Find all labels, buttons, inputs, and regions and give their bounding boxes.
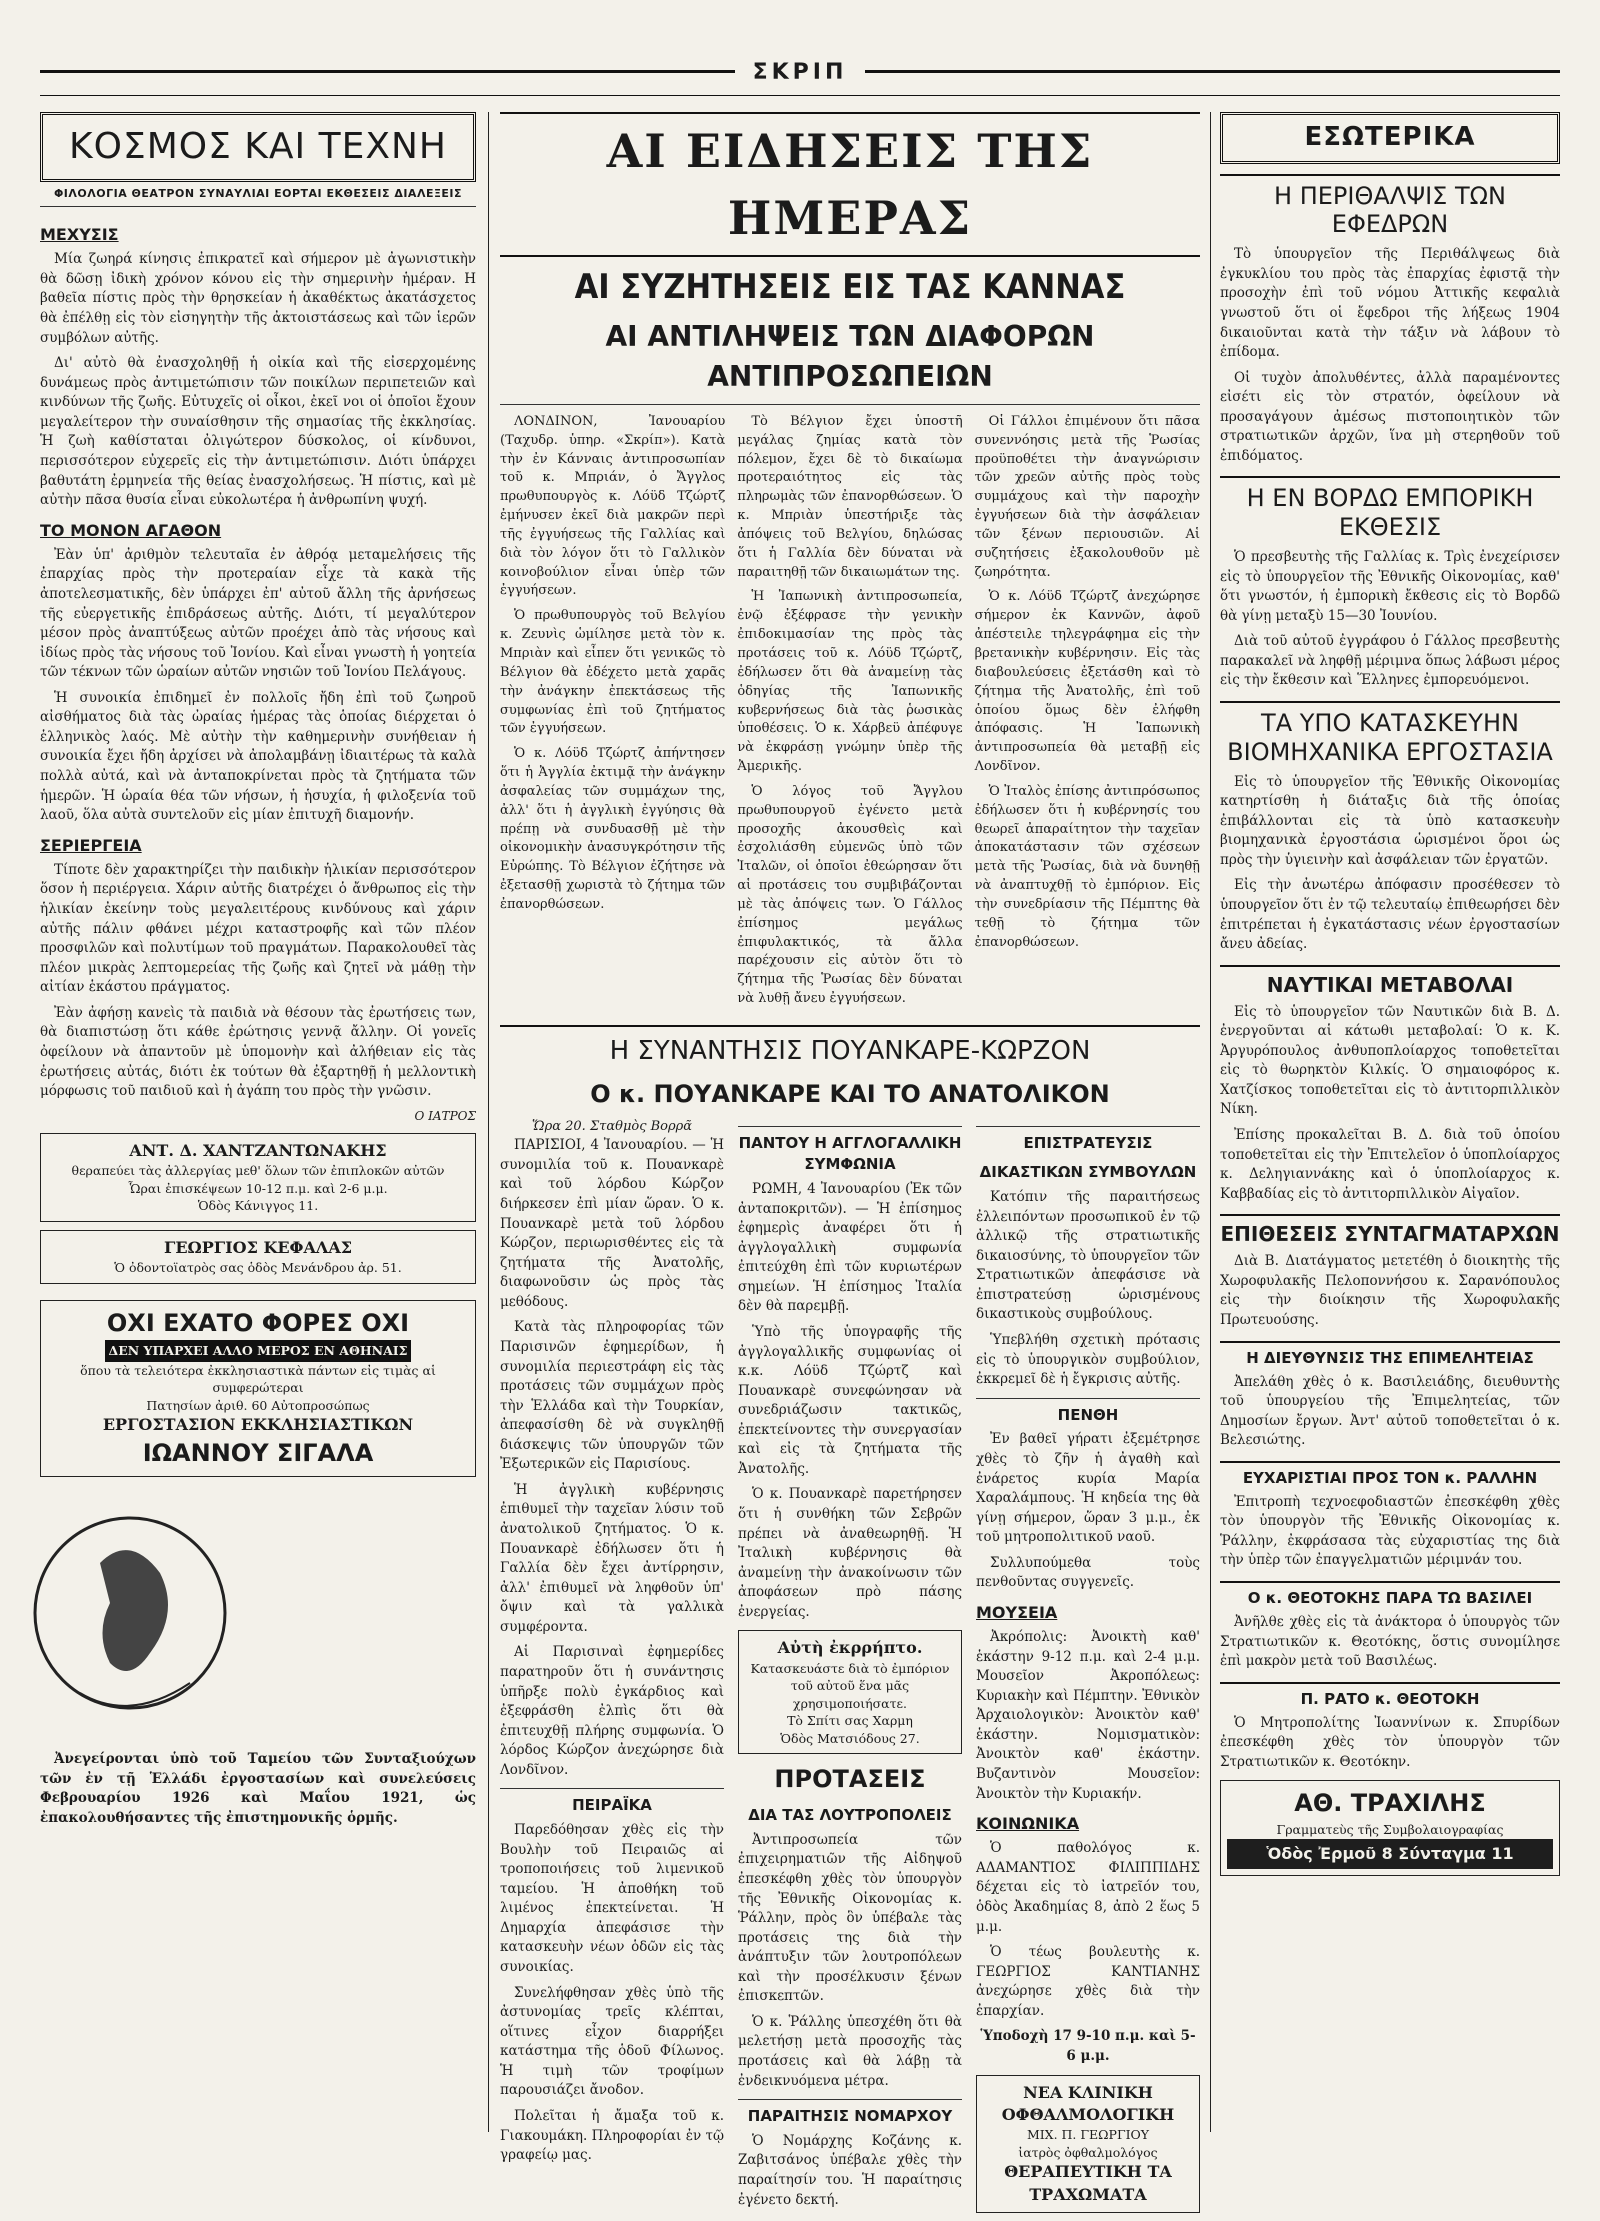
article-paragraph: Διὰ τοῦ αὐτοῦ ἐγγράφου ὁ Γάλλος πρεσβευτὴς παρακαλεῖ νὰ ληφθῇ μέριμνα ὅπως λάβωσι μέρος εἰς τὴν ἔκθεσιν καὶ Ἕλληνες ἐμπορευόμενοι. (1220, 632, 1560, 691)
column-rule (1210, 112, 1211, 2132)
story-paragraph: Ὑπὸ τῆς ὑπογραφῆς τῆς ἀγγλογαλλικῆς συμφωνίας οἱ κ.κ. Λόϋδ Τζώρτζ καὶ Πουανκαρὲ συνεφώνησαν νὰ συνεδριάζωσιν τακτικῶς, ἐπεκτείνοντες τὴν συνεργασίαν καὶ εἰς τὰ ζητήματα τῆς Ἀνατολῆς. (738, 1323, 962, 1480)
story-paragraph: Ὁ πρωθυπουργὸς τοῦ Βελγίου κ. Ζευνὶς ὡμίλησε μετὰ τὸν κ. Μπριὰν καὶ εἶπεν ὅτι γενικῶς τὸ Βέλγιον θὰ ἐδέχετο μετὰ χαρᾶς τὴν ἀνάγκην ἐπεκτάσεως τῆς συμφωνίας ἐπὶ τοῦ ζητήματος τῶν ἐγγυήσεων. (500, 607, 725, 739)
article-paragraph: Ἐπίσης προκαλεῖται Β. Δ. διὰ τοῦ ὁποίου τοποθετεῖται εἰς τὴν Ἐπιτελεῖον ὁ ὑποπλοίαρχος κ. Δεληγιαννάκης καὶ ὁ ὑποπλοίαρχος κ. Καββαδίας εἰς τὸ ἀντιτορπιλλικὸν Αἰγαῖον. (1220, 1126, 1560, 1204)
section-subline: ΦΙΛΟΛΟΓΙΑ ΘΕΑΤΡΟΝ ΣΥΝΑΥΛΙΑΙ ΕΟΡΤΑΙ ΕΚΘΕΣΕΙΣ ΔΙΑΛΕΞΕΙΣ (40, 186, 476, 207)
article-paragraph: Ἐπιτροπὴ τεχνοεφοδιαστῶν ἐπεσκέφθη χθὲς τὸν ὑπουργὸν τῆς Ἐθνικῆς Οἰκονομίας κ. Ῥάλλην, ἐκφράσασα τὰς εὐχαριστίας της διὰ τὴν ὑπὲρ τῶν ἐπαγγελματιῶν μέριμνάν του. (1220, 1493, 1560, 1571)
story-paragraph: Ὁ Ἰταλὸς ἐπίσης ἀντιπρόσωπος ἐδήλωσεν ὅτι ἡ κυβέρνησίς του θεωρεῖ ἀπαραίτητον τὴν ταχεῖαν ἀποκατάστασιν τῶν σχέσεων μετὰ τῆς Ῥωσίας, διὰ νὰ δυνηθῇ νὰ ἀναπτυχθῇ τὸ ἐμπόριον. Εἰς τὴν συνεδρίασιν τῆς Πέμπτης θὰ τεθῇ τὸ ζήτημα τῶν ἐπανορθώσεων. (975, 783, 1200, 953)
article-paragraph: Τίποτε δὲν χαρακτηρίζει τὴν παιδικὴν ἡλικίαν περισσότερον ὅσον ἡ περιέργεια. Χάριν αὐτῆς διατρέχει ὁ ἄνθρωπος εἰς τὴν ἡλικίαν ἐκείνην τοὺς μεγαλειτέρους κινδύνους καὶ χάριν αὐτῆς πάλιν φθάνει μέχρι καταστροφῆς καὶ τῶν πλέον προσφιλῶν καὶ πολυτίμων τοῦ πραγμάτων. Παρακολουθεῖ τὰς πλέον μικρὰς λεπτομερείας τῆς ζωῆς καὶ ζητεῖ νὰ μάθῃ τὴν αἰτίαν ἑκάστου πράγματος. (40, 861, 476, 998)
article-paragraph: Διὰ Β. Διατάγματος μετετέθη ὁ διοικητὴς τῆς Χωροφυλακῆς Πελοποννήσου κ. Σαρανόπουλος εἰς τὴν διοίκησιν τῆς Χωροφυλακῆς Πρωτευούσης. (1220, 1252, 1560, 1330)
col1-upper (40, 215, 476, 1292)
story-paragraph: Ὁ κ. Ῥάλλης ὑπεσχέθη ὅτι θὰ μελετήσῃ μετὰ προσοχῆς τὰς προτάσεις καὶ θὰ λάβῃ τὰ ἐνδεικνυόμενα μέτρα. (738, 2013, 962, 2091)
ad-big-text: ΟΧΙ ΕΧΑΤΟ ΦΟΡΕΣ ΟΧΙ (47, 1307, 469, 1341)
meeting-meta: Ὥρα 20. Σταθμὸς Βορρᾶ (500, 1118, 724, 1137)
story-paragraph: Αἱ Παρισιναὶ ἐφημερίδες παρατηροῦν ὅτι ἡ συνάντησις ὑπῆρξε πολὺ ἐγκάρδιος καὶ ἐξεφράσθη ἐλπὶς ὅτι θὰ ἐπιτευχθῇ πλήρης συμφωνία. Ὁ λόρδος Κώρζον ἀνεχώρησε διὰ Λονδῖνον. (500, 1643, 724, 1780)
proposals-head: ΠΡΟΤΑΣΕΙΣ (738, 1762, 962, 1797)
mobilisation-head: ΕΠΙΣΤΡΑΤΕΥΣΙΣ (976, 1126, 1200, 1155)
illustration-figure (100, 1551, 168, 1672)
ad-name: ΙΩΑΝΝΟΥ ΣΙΓΑΛΑ (47, 1437, 469, 1471)
article-paragraph: Ἀνῆλθε χθὲς εἰς τὰ ἀνάκτορα ὁ ὑπουργὸς τῶν Στρατιωτικῶν κ. Θεοτόκης, ὅστις συνομίλησε ἐπὶ μακρὸν μετὰ τοῦ Βασιλέως. (1220, 1613, 1560, 1672)
ad-clinic (976, 2075, 1200, 2214)
ad-line: ὅπου τὰ τελειότερα ἐκκλησιαστικὰ πάντων εἰς τιμὰς αἱ συμφερώτεραι (47, 1362, 469, 1397)
section-title: ΚΟΣΜΟΣ ΚΑΙ ΤΕΧΝΗ (40, 112, 476, 182)
story-paragraph: Ἐν βαθεῖ γήρατι ἐξεμέτρησε χθὲς τὸ ζῆν ἡ ἀγαθὴ καὶ ἐνάρετος κυρία Μαρία Χαραλάμπους. Ἡ κηδεία της θὰ γίνῃ σήμερον, ὥραν 3 μ.μ., ἐκ τοῦ μητροπολιτικοῦ ναοῦ. (976, 1430, 1200, 1547)
left-column (40, 112, 476, 2132)
ad-line: Γραμματεὺς τῆς Συμβολαιογραφίας (1227, 1821, 1553, 1839)
ad-line: Αὐτὴ ἐκρρήπτο. (745, 1637, 955, 1659)
proposals-sub: ΔΙΑ ΤΑΣ ΛΟΥΤΡΟΠΟΛΕΙΣ (738, 1805, 962, 1827)
article-paragraph: Ἀπελάθη χθὲς ὁ κ. Βασιλειάδης, διευθυντὴς τοῦ ὑπουργείου τῆς Ἐπιμελητείας, τῶν Δημοσίων ἔργων. Ἀντ' αὐτοῦ τοποθετεῖται ὁ κ. Βελεσιώτης. (1220, 1373, 1560, 1451)
ad-line: Τὸ Σπίτι σας Χαρμη (745, 1712, 955, 1730)
article-title: ΕΠΙΘΕΣΕΙΣ ΣΥΝΤΑΓΜΑΤΑΡΧΩΝ (1220, 1214, 1560, 1246)
ad-dentist (40, 1230, 476, 1284)
piraeus-head: ΠΕΙΡΑΪΚΑ (500, 1788, 724, 1817)
story-paragraph: Ὁ κ. Λόϋδ Τζώρτζ ἀπήντησεν ὅτι ἡ Ἀγγλία ἐκτιμᾷ τὴν ἀνάγκην ἀσφαλείας τῶν συμμάχων της, ἀλλ' ὅτι ἡ ἀγγλικὴ ἐγγύησις θὰ πρέπῃ νὰ συνδυασθῇ μὲ τὴν οἰκονομικὴν ἀνασυγκρότησιν τῆς Εὐρώπης. Τὸ Βέλγιον ἐζήτησε νὰ ἐξετασθῇ χωριστὰ τὸ ζήτημα τῶν ἐπανορθώσεων. (500, 745, 725, 915)
article-title: ΤΑ ΥΠΟ ΚΑΤΑΣΚΕΥΗΝ ΒΙΟΜΗΧΑΝΙΚΑ ΕΡΓΟΣΤΑΣΙΑ (1220, 701, 1560, 767)
article-paragraph: Ἐὰν ἀφήσῃ κανεὶς τὰ παιδιὰ νὰ θέσουν τὰς ἐρωτήσεις των, θὰ διαπιστώσῃ ὅτι κάθε ἐρώτησις γεννᾷ ἄλλην. Οἱ γονεῖς ὀφείλουν νὰ ἀπαντοῦν μὲ ὑπομονὴν καὶ ἀλήθειαν εἰς τὰς ἐρωτήσεις αὐτάς, διότι ἐκ τούτων θὰ ἐξαρτηθῇ ἡ μελλοντικὴ μόρφωσις τοῦ παιδιοῦ καὶ ἡ ἀγάπη του πρὸς τὴν γνῶσιν. (40, 1004, 476, 1102)
ad-line: Ὁδὸς Κάνιγγος 11. (47, 1197, 469, 1215)
ad-line: ΘΕΡΑΠΕΥΤΙΚΗ ΤΑ ΤΡΑΧΩΜΑΤΑ (983, 2161, 1193, 2206)
story-paragraph: Κατόπιν τῆς παραιτήσεως ἐλλειπόντων προσωπικοῦ ἐν τῷ ἀλλικῷ τῆς στρατιωτικῆς δικαιοσύνης, τὸ ὑπουργεῖον τῶν Στρατιωτικῶν ἀπεφάσισε νὰ ἐπιστρατεύσῃ ὡρισμένους δικαστικοὺς συμβούλους. (976, 1188, 1200, 1325)
ad-line: Ὁδὸς Ματσιόδους 27. (745, 1730, 955, 1748)
story-paragraph: Ὁ παθολόγος κ. ΑΔΑΜΑΝΤΙΟΣ ΦΙΛΙΠΠΙΔΗΣ δέχεται εἰς τὸ ἰατρεῖόν του, ὁδὸς Ἀκαδημίας 8, ἀπὸ 2 ἕως 5 μ.μ. (976, 1839, 1200, 1937)
mobilisation-sub: ΔΙΚΑΣΤΙΚΩΝ ΣΥΜΒΟΥΛΩΝ (976, 1162, 1200, 1184)
story-paragraph: Πολεῖται ἡ ἄμαξα τοῦ κ. Γιακουμάκη. Πληροφορίαι ἐν τῷ γραφείῳ μας. (500, 2107, 724, 2166)
story-paragraph: Συνελήφθησαν χθὲς ὑπὸ τῆς ἀστυνομίας τρεῖς κλέπται, οἵτινες εἶχον διαρρήξει κατάστημα τῆς ὁδοῦ Φίλωνος. Ἡ τιμὴ τῶν τροφίμων παρουσιάζει ἄνοδον. (500, 1984, 724, 2101)
story-paragraph: Ὁ Νομάρχης Κοζάνης κ. Ζαβιτσάνος ὑπέβαλε χθὲς τὴν παραίτησίν του. Ἡ παραίτησις ἐγένετο δεκτή. (738, 2132, 962, 2210)
article-title: Π. ΡΑΤΟ κ. ΘΕΟΤΟΚΗ (1220, 1682, 1560, 1708)
article-title: Ο κ. ΘΕΟΤΟΚΗΣ ΠΑΡΑ ΤΩ ΒΑΣΙΛΕΙ (1220, 1581, 1560, 1607)
ad-line: θεραπεύει τὰς ἀλλεργίας μεθ' ὅλων τῶν ἐπιπλοκῶν αὐτῶν (47, 1162, 469, 1180)
article-paragraph: Ὁ Μητροπολίτης Ἰωαννίνων κ. Σπυρίδων ἐπεσκέφθη χθὲς τὸν ὑπουργὸν τῶν Στρατιωτικῶν κ. Θεοτόκην. (1220, 1714, 1560, 1773)
article-paragraph: Εἰς τὴν ἀνωτέρω ἀπόφασιν προσέθεσεν τὸ ὑπουργεῖον ὅτι ἐν τῷ τελευταίῳ ἐπιθεωρήσει δὲν ἐπιτρέπεται ἡ ἐγκατάστασις νέων ἐργοστασίων ἄνευ ἀδείας. (1220, 876, 1560, 954)
ad-title: ΑΝΤ. Δ. ΧΑΝΤΖΑΝΤΩΝΑΚΗΣ (47, 1140, 469, 1162)
story-paragraph: Κατὰ τὰς πληροφορίας τῶν Παρισινῶν ἐφημερίδων, ἡ συνομιλία περιεστράφη εἰς τὰς προτάσεις τῶν συμμάχων πρὸς τὴν Ἑλλάδα καὶ τὴν Τουρκίαν, ἀπεφασίσθη δὲ νὰ συγκληθῇ διάσκεψις τῶν ὑπουργῶν τῶν Ἐξωτερικῶν εἰς Παρισίους. (500, 1318, 724, 1475)
section-title: ΕΣΩΤΕΡΙΚΑ (1220, 112, 1560, 164)
story-paragraph: Ὁ τέως βουλευτὴς κ. ΓΕΩΡΓΙΟΣ ΚΑΝΤΙΑΝΗΣ ἀνεχώρησε χθὲς διὰ τὴν ἐπαρχίαν. (976, 1943, 1200, 2021)
resign-head: ΠΑΡΑΙΤΗΣΙΣ ΝΟΜΑΡΧΟΥ (738, 2099, 962, 2128)
social-head: ΚΟΙΝΩΝΙΚΑ (976, 1812, 1200, 1835)
article-title: Η ΕΝ ΒΟΡΔΩ ΕΜΠΟΡΙΚΗ ΕΚΘΕΣΙΣ (1220, 476, 1560, 542)
ad-title: ΑΘ. ΤΡΑΧΙΛΗΣ (1227, 1787, 1553, 1821)
story-paragraph: Ὑπεβλήθη σχετικὴ πρότασις εἰς τὸ ὑπουργικὸν συμβούλιον, ἐκκρεμεῖ δὲ ἡ ἔγκρισις αὐτῆς. (976, 1331, 1200, 1390)
story-paragraph: Ἀντιπροσωπεία τῶν ἐπιχειρηματιῶν τῆς Αἰδηψοῦ ἐπεσκέφθη χθὲς τὸν ὑπουργὸν τῆς Ἐθνικῆς Οἰκονομίας κ. Ῥάλλην, πρὸς ὃν ὑπέβαλε τὰς προτάσεις της διὰ τὴν ἀνάπτυξιν τῶν λουτροπόλεων καὶ τὴν προσέλκυσιν ξένων ἐπισκεπτῶν. (738, 1831, 962, 2007)
ad-notary (1220, 1780, 1560, 1875)
lower-stories (500, 1118, 1200, 2221)
ad-line: Ὁδὸς Ἐρμοῦ 8 Σύνταγμα 11 (1227, 1839, 1553, 1869)
story-paragraph: Τὸ Βέλγιον ἔχει ὑποστῆ μεγάλας ζημίας κατὰ τὸν πόλεμον, ἔχει δὲ τὸ δικαίωμα προτεραιότητος εἰς τὰς πληρωμὰς τῶν ἐπανορθώσεων. Ὁ κ. Μπριὰν ὑπεστήριξε τὰς ἀπόψεις τοῦ Βελγίου, δηλώσας ὅτι ἡ Γαλλία δὲν δύναται νὰ παραιτηθῇ τῶν δικαιωμάτων της. (737, 413, 962, 583)
ad-box (738, 1630, 962, 1754)
meeting-headline: Η ΣΥΝΑΝΤΗΣΙΣ ΠΟΥΑΝΚΑΡΕ-ΚΩΡΖΟΝ (500, 1025, 1200, 1071)
ad-line: Πατησίων ἀριθ. 60 Αὐτοπροσώπως (47, 1397, 469, 1415)
mourning-head: ΠΕΝΘΗ (976, 1398, 1200, 1427)
ad-band: ΔΕΝ ΥΠΑΡΧΕΙ ΑΛΛΟ ΜΕΡΟΣ ΕΝ ΑΘΗΝΑΙΣ (105, 1340, 412, 1362)
story-paragraph: Ἡ ἀγγλικὴ κυβέρνησις ἐπιθυμεῖ τὴν ταχεῖαν λύσιν τοῦ ἀνατολικοῦ ζητήματος. Ὁ κ. Πουανκαρὲ ἐδήλωσεν ὅτι ἡ Γαλλία δὲν ἔχει ἀντίρρησιν, ἀλλ' ἐπιθυμεῖ νὰ ληφθοῦν ὑπ' ὄψιν καὶ τὰ γαλλικὰ συμφέροντα. (500, 1481, 724, 1638)
story-paragraph: ΡΩΜΗ, 4 Ἰανουαρίου (Ἐκ τῶν ἀνταποκριτῶν). — Ἡ ἐπίσημος ἐφημερὶς ἀναφέρει ὅτι ἡ ἀγγλογαλλικὴ συμφωνία ἐπιτεύχθη ἐπὶ τῶν κυριωτέρων σημείων. Ἡ ἐπίσημος Ἰταλία δὲν θὰ παρεμβῇ. (738, 1180, 962, 1317)
ad-line: Ὧραι ἐπισκέψεων 10-12 π.μ. καὶ 2-6 μ.μ. (47, 1180, 469, 1198)
ad-title: ΓΕΩΡΓΙΟΣ ΚΕΦΑΛΑΣ (47, 1237, 469, 1259)
story-paragraph: Συλλυπούμεθα τοὺς πενθοῦντας συγγενεῖς. (976, 1554, 1200, 1593)
article-title: ΕΥΧΑΡΙΣΤΙΑΙ ΠΡΟΣ ΤΟΝ κ. ΡΑΛΛΗΝ (1220, 1461, 1560, 1487)
article-paragraph: Οἱ τυχὸν ἀπολυθέντες, ἀλλὰ παραμένοντες εἰσέτι εἰς τὸν στρατόν, ὀφείλουν νὰ προσαγάγουν ἀμέσως πιστοποιητικὸν τῶν στρατιωτικῶν ἀρχῶν, ἵνα μὴ στερηθοῦν τοῦ ἐπιδόματος. (1220, 369, 1560, 467)
relay-head: ΠΑΝΤΟΥ Η ΑΓΓΛΟΓΑΛΛΙΚΗ ΣΥΜΦΩΝΙΑ (738, 1126, 962, 1177)
story-paragraph: Παρεδόθησαν χθὲς εἰς τὴν Βουλὴν τοῦ Πειραιῶς αἱ τροποποιήσεις τοῦ λιμενικοῦ ταμείου. Ἡ ἀποθήκη τοῦ λιμένος ἐπεκτείνεται. Ἡ Δημαρχία ἀπεφάσισε τὴν κατασκευὴν νέων ὁδῶν εἰς τὰς συνοικίας. (500, 1821, 724, 1978)
story-paragraph: Ἡ Ἰαπωνικὴ ἀντιπροσωπεία, ἐνῷ ἐξέφρασε τὴν γενικὴν ἐπιδοκιμασίαν της πρὸς τὰς προτάσεις τοῦ κ. Λόϋδ Τζώρτζ, ἐδήλωσεν ὅτι θὰ ἀναμείνῃ τὰς ὁδηγίας τῆς Ἰαπωνικῆς κυβερνήσεως διὰ τὰς ῥωσικὰς ὑποθέσεις. Ὁ κ. Χάρβεϋ ἀπέφυγε νὰ ἐκφράσῃ γνώμην ὑπὲρ τῆς Ἀμερικῆς. (737, 588, 962, 776)
story-paragraph: Ὁ κ. Λόϋδ Τζώρτζ ἀνεχώρησε σήμερον ἐκ Καννῶν, ἀφοῦ ἀπέστειλε τηλεγράφημα εἰς τὴν βρετανικὴν κυβέρνησιν. Εἰς τὰς διαβουλεύσεις ἐξετάσθη καὶ τὸ ζήτημα τῆς Ἀνατολῆς, ἐπὶ τοῦ ὁποίου ὅμως δὲν ἐλήφθη ἀπόφασις. Ἡ Ἰαπωνικὴ ἀντιπροσωπεία θὰ μεταβῇ εἰς Λονδῖνον. (975, 588, 1200, 776)
story-paragraph: ΛΟΝΔΙΝΟΝ, Ἰανουαρίου (Ταχυδρ. ὑπηρ. «Σκρίπ»). Κατὰ τὴν ἐν Κάνναις ἀντιπροσωπίαν τοῦ κ. Μπριάν, ὁ Ἄγγλος πρωθυπουργὸς κ. Λόϋδ Τζώρτζ ἐμήνυσεν ἐκεῖ διὰ μακρῶν περὶ τῆς ἐγγυήσεως τῆς Γαλλίας καὶ διὰ τὸν λόγον ὅτι τὸ Γαλλικὸν κοινοβούλιον εἶναι ὑπὲρ τῶν ἐγγυήσεων. (500, 413, 725, 601)
story-paragraph: ΠΑΡΙΣΙΟΙ, 4 Ἰανουαρίου. — Ἡ συνομιλία τοῦ κ. Πουανκαρὲ καὶ τοῦ λόρδου Κώρζον διήρκεσεν ἐπὶ μίαν ὥραν. Ὁ κ. Πουανκαρὲ μετὰ τοῦ λόρδου Κώρζον, περιωρισθέντες εἰς τὰ ζητήματα τῆς Ἀνατολῆς, διαφωνοῦσιν ὡς πρὸς τὰς μεθόδους. (500, 1136, 724, 1312)
meeting-subheadline: Ο κ. ΠΟΥΑΝΚΑΡΕ ΚΑΙ ΤΟ ΑΝΑΤΟΛΙΚΟΝ (500, 1077, 1200, 1112)
article-paragraph: Ἐὰν ὑπ' ἀριθμὸν τελευταῖα ἐν ἀθρόᾳ μεταμελήσεις τῆς ἐπαρχίας πρὸς τὴν προτεραίαν εἶχε τὰ κακὰ τῆς ἀποτελεσματικῆς, δὲν ὑπάρχει ἐπ' αὐτοῦ ἄλλη τῆς ἀρνήσεως τῆς εὐεργετικῆς ἐπιδράσεως αὐτῆς. Διότι, τί μεγαλύτερον μέσον πρὸς ἀναπτύξεως αὐτῶν προέχει ἀπὸ τὰς νήσους καὶ ἰδίως πρὸς τὰς νήσους τοῦ Ἰονίου. Καὶ εἶναι γνωστὴ ἡ γοητεία τῶν τέκνων τῶν ὡραίων αὐτῶν νησιῶν τοῦ Ἰονίου Πελάγους. (40, 546, 476, 683)
article-paragraph: Μία ζωηρά κίνησις ἐπικρατεῖ καὶ σήμερον μὲ ἀγωνιστικὴν θὰ δῶσῃ ἰδικὴ χρόνον κόνου εἰς τὴν σημερινὴν ἡμέραν. Η βαθεῖα πίστις πρὸς τὴν θρησκείαν ἡ ἀκαθέκτως ἀκατάσχετος θὰ ἐπέλθῃ εἰς τὸν εἰσηγητὴν τῆς ἀκτοιστάσεως καὶ τῶν ἱερῶν συμβόλων αὐτῆς. (40, 250, 476, 348)
article-paragraph: Ἡ συνοικία ἐπιδημεῖ ἐν πολλοῖς ἤδη ἐπὶ τοῦ ζωηροῦ αἰσθήματος διὰ τὰς ὠραίας ἡμέρας τὰς ὁποίας διέρχεται ὁ ἑλληνικὸς λαός. Μὲ αὐτὴν τὴν καθημερινὴν συνήθειαν ἡ συνοικία ἔχει ἤδη ἀρχίσει νὰ ἀπολαμβάνῃ ἰδιαιτέρως τὰ καλὰ πολλὰ αὐτά, καὶ νὰ ἀνταποκρίνεται πρὸς τὰ ζητήματα τῶν ἡμερῶν. Ἡ ὡραία θέα τῶν νήσων, ἡ ἡσυχία, ἡ φιλοξενία τοῦ λαοῦ, ὅλα αὐτὰ συντελοῦν εἰς μίαν ἐπιτυχῆ διαμονήν. (40, 689, 476, 826)
ad-doctor (40, 1133, 476, 1222)
masthead-title: ΣΚΡΙΠ (735, 60, 866, 85)
main-story (500, 413, 1200, 1015)
ad-line: ἰατρὸς ὀφθαλμολόγος (983, 2144, 1193, 2162)
article-title: Η ΔΙΕΥΘΥΝΣΙΣ ΤΗΣ ΕΠΙΜΕΛΗΤΕΙΑΣ (1220, 1341, 1560, 1367)
ad-line: Κατασκευάστε διὰ τὸ ἐμπόριον τοῦ αὐτοῦ ἕνα μᾶς χρησιμοποιήσατε. (745, 1660, 955, 1713)
article-paragraph: Εἰς τὸ ὑπουργεῖον τῆς Ἐθνικῆς Οἰκονομίας κατηρτίσθη ἡ διάταξις διὰ τῆς ὁποίας ἐπιβάλλονται εἰς τὰ ὑπὸ κατασκευὴν βιομηχανικὰ ἐργοστάσια ὡρισμένοι ὅροι ὡς πρὸς τὴν ὑγιεινὴν καὶ ἀσφάλειαν τῶν ἐργατῶν. (1220, 773, 1560, 871)
center-column (500, 112, 1200, 2132)
ad-ecclesiastical (40, 1300, 476, 1478)
hours: Ὑποδοχὴ 17 9-10 π.μ. καὶ 5-6 μ.μ. (976, 2027, 1200, 2066)
article-paragraph: Ἀνεγείρονται ὑπὸ τοῦ Ταμείου τῶν Συνταξιούχων τῶν ἐν τῇ Ἑλλάδι ἐργοστασίων καὶ συνελεύσεις Φεβρουαρίου 1926 καὶ Μαΐου 1921, ὡς ἐπακολουθήσαντες τῆς ἐπιστημονικῆς ὁρμῆς. (40, 1750, 476, 1828)
ad-line: Ὁ ὀδοντοϊατρὸς σας ὁδὸς Μενάνδρου ἀρ. 51. (47, 1259, 469, 1277)
subheadline: ΑΙ ΣΥΖΗΤΗΣΕΙΣ ΕΙΣ ΤΑΣ ΚΑΝΝΑΣ (500, 263, 1200, 312)
article-title: ΤΟ ΜΟΝΟΝ ΑΓΑΘΟΝ (40, 519, 476, 542)
museums-head: ΜΟΥΣΕΙΑ (976, 1601, 1200, 1624)
ad-line: ΕΡΓΟΣΤΑΣΙΟΝ ΕΚΚΛΗΣΙΑΣΤΙΚΩΝ (47, 1414, 469, 1436)
article-paragraph: Δι' αὐτὸ θὰ ἐνασχοληθῇ ἡ οἰκία καὶ τῆς εἰσερχομένης δυνάμεως πρὸς ἀντιμετώπισιν τῶν ποικίλων περιπετειῶν καὶ κινδύνων τῆς ζωῆς. Εὐτυχεῖς οἱ οἶκοι, ἐκεῖ νοι οἱ ὁποῖοι ἔχουν μεγαλείτερον τὴν συναίσθησιν τῆς σημασίας τῆς ἐκκλησίας. Ἡ ζωὴ καθίσταται ὀλιγώτερον δύσκολος, οἱ κίνδυνοι, περισσότερον εὐχερεῖς εἰς τὴν ἀντιμετώπισιν. Διότι ὑπάρχει βαθυτάτη ἐρμηνεία τῆς θείας ἐνασχολήσεως. Ἡ πίστις, καὶ μὲ αὐτὴν πᾶσα θυσία εἶναι εὐκολωτέρα ἡ ἀνθρωπίνη ψυχή. (40, 354, 476, 511)
article-title: ΜΕΧΥΣΙΣ (40, 223, 476, 246)
article-paragraph: Εἰς τὸ ὑπουργεῖον τῶν Ναυτικῶν διὰ Β. Δ. ἐνεργοῦνται αἱ κάτωθι μεταβολαί: Ὁ κ. Κ. Ἀργυρόπουλος ἀνθυποπλοίαρχος τοποθετεῖται εἰς τὸ θωρηκτὸν Κιλκίς. Ὁ σημαιοφόρος κ. Χατζίσκος τοποθετεῖται εἰς τὸ ἀντιτορπιλλικὸν Νίκη. (1220, 1003, 1560, 1120)
article-title: ΝΑΥΤΙΚΑΙ ΜΕΤΑΒΟΛΑΙ (1220, 965, 1560, 997)
masthead (40, 70, 1560, 96)
article-title: ΣΕΡΙΕΡΓΕΙΑ (40, 834, 476, 857)
subheadline-2: ΑΙ ΑΝΤΙΛΗΨΕΙΣ ΤΩΝ ΔΙΑΦΟΡΩΝ ΑΝΤΙΠΡΟΣΩΠΕΙΩΝ (500, 317, 1200, 405)
headline: ΑΙ ΕΙΔΗΣΕΙΣ ΤΗΣ ΗΜΕΡΑΣ (500, 112, 1200, 257)
right-column (1220, 112, 1560, 2132)
article-title: Η ΠΕΡΙΘΑΛΨΙΣ ΤΩΝ ΕΦΕΔΡΩΝ (1220, 174, 1560, 240)
column-rule (488, 112, 489, 2132)
ad-title: ΝΕΑ ΚΛΙΝΙΚΗ ΟΦΘΑΛΜΟΛΟΓΙΚΗ (983, 2082, 1193, 2127)
ad-line: ΜΙΧ. Π. ΓΕΩΡΓΙΟΥ (983, 2126, 1193, 2144)
story-paragraph: Ὁ κ. Πουανκαρὲ παρετήρησεν ὅτι ἡ συνθήκη τῶν Σεβρῶν πρέπει νὰ ἀναθεωρηθῇ. Ἡ Ἰταλικὴ κυβέρνησις θὰ ἀναμείνῃ τὴν ἀνακοίνωσιν τῶν ἀποφάσεων πρὸ πάσης ἐνεργείας. (738, 1485, 962, 1622)
article-paragraph: Ὁ πρεσβευτὴς τῆς Γαλλίας κ. Τρὶς ἐνεχείρισεν εἰς τὸ ὑπουργεῖον τῆς Ἐθνικῆς Οἰκονομίας, καθ' ὅτι γνωστόν, ἡ ἐμπορικὴ ἔκθεσις εἰς τὸ Βορδῶ θὰ γίνῃ μεταξὺ 15—30 Ἰουνίου. (1220, 548, 1560, 626)
story-paragraph: Ἀκρόπολις: Ἀνοικτὴ καθ' ἑκάστην 9-12 π.μ. καὶ 2-4 μ.μ. Μουσεῖον Ἀκροπόλεως: Κυριακὴν καὶ Πέμπτην. Ἐθνικὸν Ἀρχαιολογικὸν: Ἀνοικτὸν καθ' ἑκάστην. Νομισματικὸν: Ἀνοικτὸν καθ' ἑκάστην. Βυζαντινὸν Μουσεῖον: Ἀνοικτὸν τὴν Κυριακήν. (976, 1628, 1200, 1804)
story-paragraph: Ὁ λόγος τοῦ Ἄγγλου πρωθυπουργοῦ ἐγένετο μετὰ προσοχῆς ἀκουσθεὶς καὶ ἐσχολιάσθη εὐμενῶς ὑπὸ τῶν Ἰταλῶν, οἱ ὁποῖοι ἐθεώρησαν ὅτι αἱ προτάσεις του συμβιβάζονται μὲ τὰς ἀπόψεις των. Ὁ Γάλλος ἐπίσημος μεγάλως ἐπιφυλακτικός, τὰ ἄλλα παρέχουσιν εἰς αὐτὸν ὅτι τὸ ζήτημα τῆς Ῥωσίας δὲν δύναται νὰ λυθῇ ἄνευ ἐγγυήσεων. (737, 783, 962, 1009)
article-paragraph: Τὸ ὑπουργεῖον τῆς Περιθάλψεως διὰ ἐγκυκλίου του πρὸς τὰς ἐπαρχίας ἐφιστᾷ τὴν προσοχὴν ἐπὶ τοῦ νόμου Ἀττικῆς κεφαλιὰ γνωστοῦ ὅτι οἱ ἔφεδροι τῆς λήξεως 1904 δικαιοῦνται κατὰ τὴν τάξιν νὰ λάβουν τὸ ἐπίδομα. (1220, 245, 1560, 362)
signature: Ο ΙΑΤΡΟΣ (40, 1108, 476, 1125)
story-paragraph: Οἱ Γάλλοι ἐπιμένουν ὅτι πᾶσα συνεννόησις μετὰ τῆς Ῥωσίας προϋποθέτει τὴν ἀναγνώρισιν τῶν χρεῶν αὐτῆς πρὸς τοὺς συμμάχους καὶ τὴν παροχὴν ἐγγυήσεων διὰ τὴν ἀσφάλειαν τῶν ξένων περιουσιῶν. Αἱ συζητήσεις ἐξακολουθοῦν μὲ ζωηρότητα. (975, 413, 1200, 583)
decorative-illustration (40, 1493, 476, 1743)
